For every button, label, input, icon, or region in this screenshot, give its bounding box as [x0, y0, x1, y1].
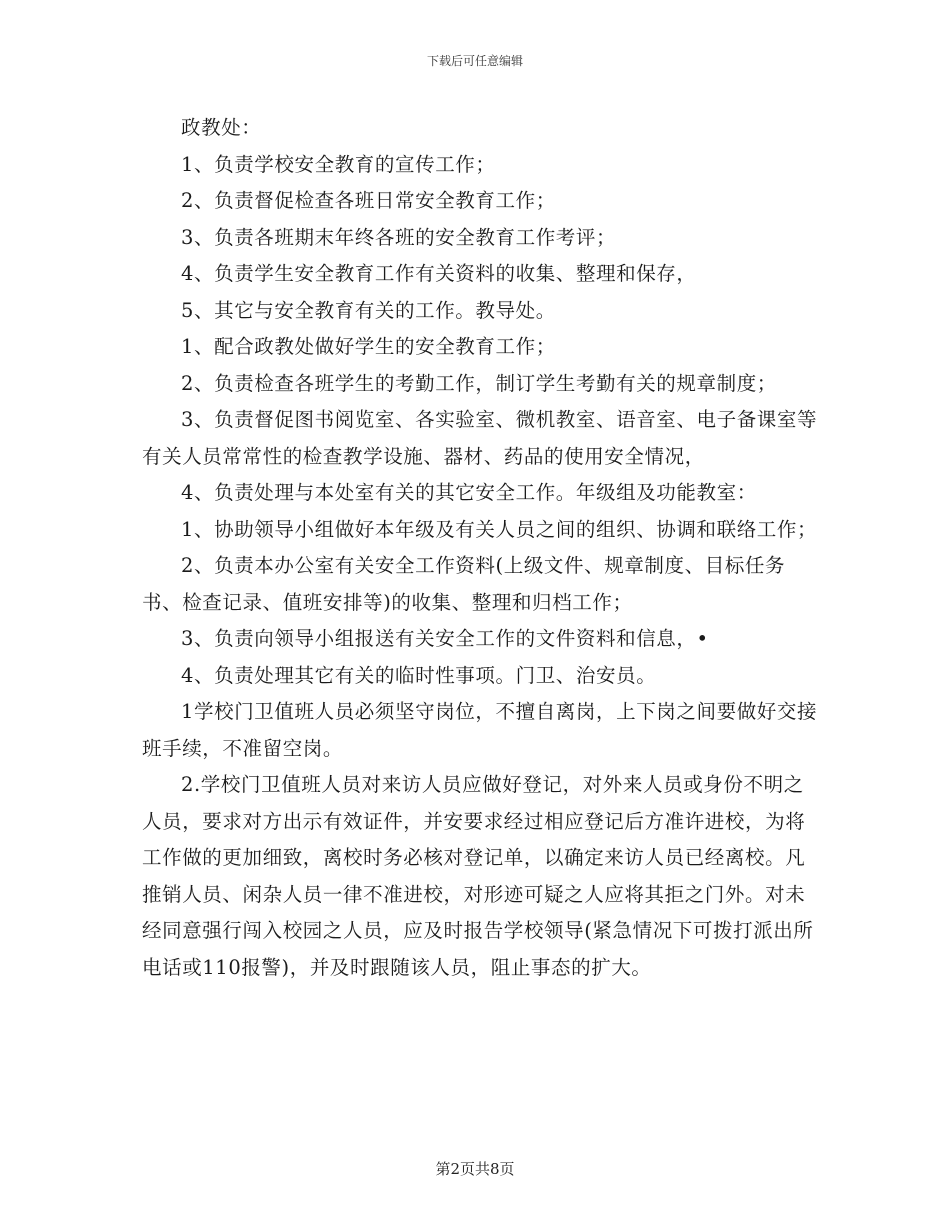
- paragraph: 4、负责处理与本处室有关的其它安全工作。年级组及功能教室：: [181, 481, 757, 504]
- page-header: 下载后可任意编辑: [426, 54, 523, 68]
- paragraph: 2、负责检查各班学生的考勤工作，制订学生考勤有关的规章制度；: [181, 371, 777, 395]
- paragraph: 2、负责督促检查各班日常安全教育工作；: [181, 189, 556, 212]
- paragraph: 1学校门卫值班人员必须坚守岗位，不擅自离岗，上下岗之间要做好交接班手续，不准留空岗。: [142, 700, 818, 760]
- paragraph: 1、协助领导小组做好本年级及有关人员之间的组织、协调和联络工作；: [181, 517, 818, 541]
- paragraph: 3、负责督促图书阅览室、各实验室、微机教室、语音室、电子备课室等有关人员常常性的检查教学设施、器材、药品的使用安全情况，: [142, 408, 818, 468]
- paragraph: 4、负责学生安全教育工作有关资料的收集、整理和保存，: [181, 262, 697, 285]
- paragraph: 2、负责本办公室有关安全工作资料(上级文件、规章制度、目标任务书、检查记录、值班安排等)的收集、整理和归档工作；: [142, 554, 786, 614]
- paragraph: 4、负责处理其它有关的临时性事项。门卫、治安员。: [181, 663, 657, 687]
- paragraph: 3、负责各班期末年终各班的安全教育工作考评；: [181, 225, 617, 249]
- paragraph: 3、负责向领导小组报送有关安全工作的文件资料和信息，•: [181, 627, 709, 650]
- paragraph: 1、负责学校安全教育的宣传工作；: [181, 152, 496, 176]
- paragraph: 5、其它与安全教育有关的工作。教导处。: [181, 298, 556, 322]
- paragraph: 政教处：: [181, 116, 262, 139]
- document-body: [142, 110, 818, 986]
- page-footer: 第2页共8页: [435, 1160, 515, 1178]
- paragraph: 2.学校门卫值班人员对来访人员应做好登记，对外来人员或身份不明之人员，要求对方出示有效证件，并安要求经过相应登记后方准许进校，为将工作做的更加细致，离校时务必核对登记单，以确定来访人员已经离校。凡推销人员、闲杂人员一律不准进校，对形迹可疑之人应将其拒之门外。对未经同意强行闯入校园之人员，应及时报告学校领导(紧急情况下可拨打派出所电话或110报警)，并及时跟随该人员，阻止事态的扩大。: [142, 773, 814, 979]
- paragraph: 1、配合政教处做好学生的安全教育工作；: [181, 335, 556, 358]
